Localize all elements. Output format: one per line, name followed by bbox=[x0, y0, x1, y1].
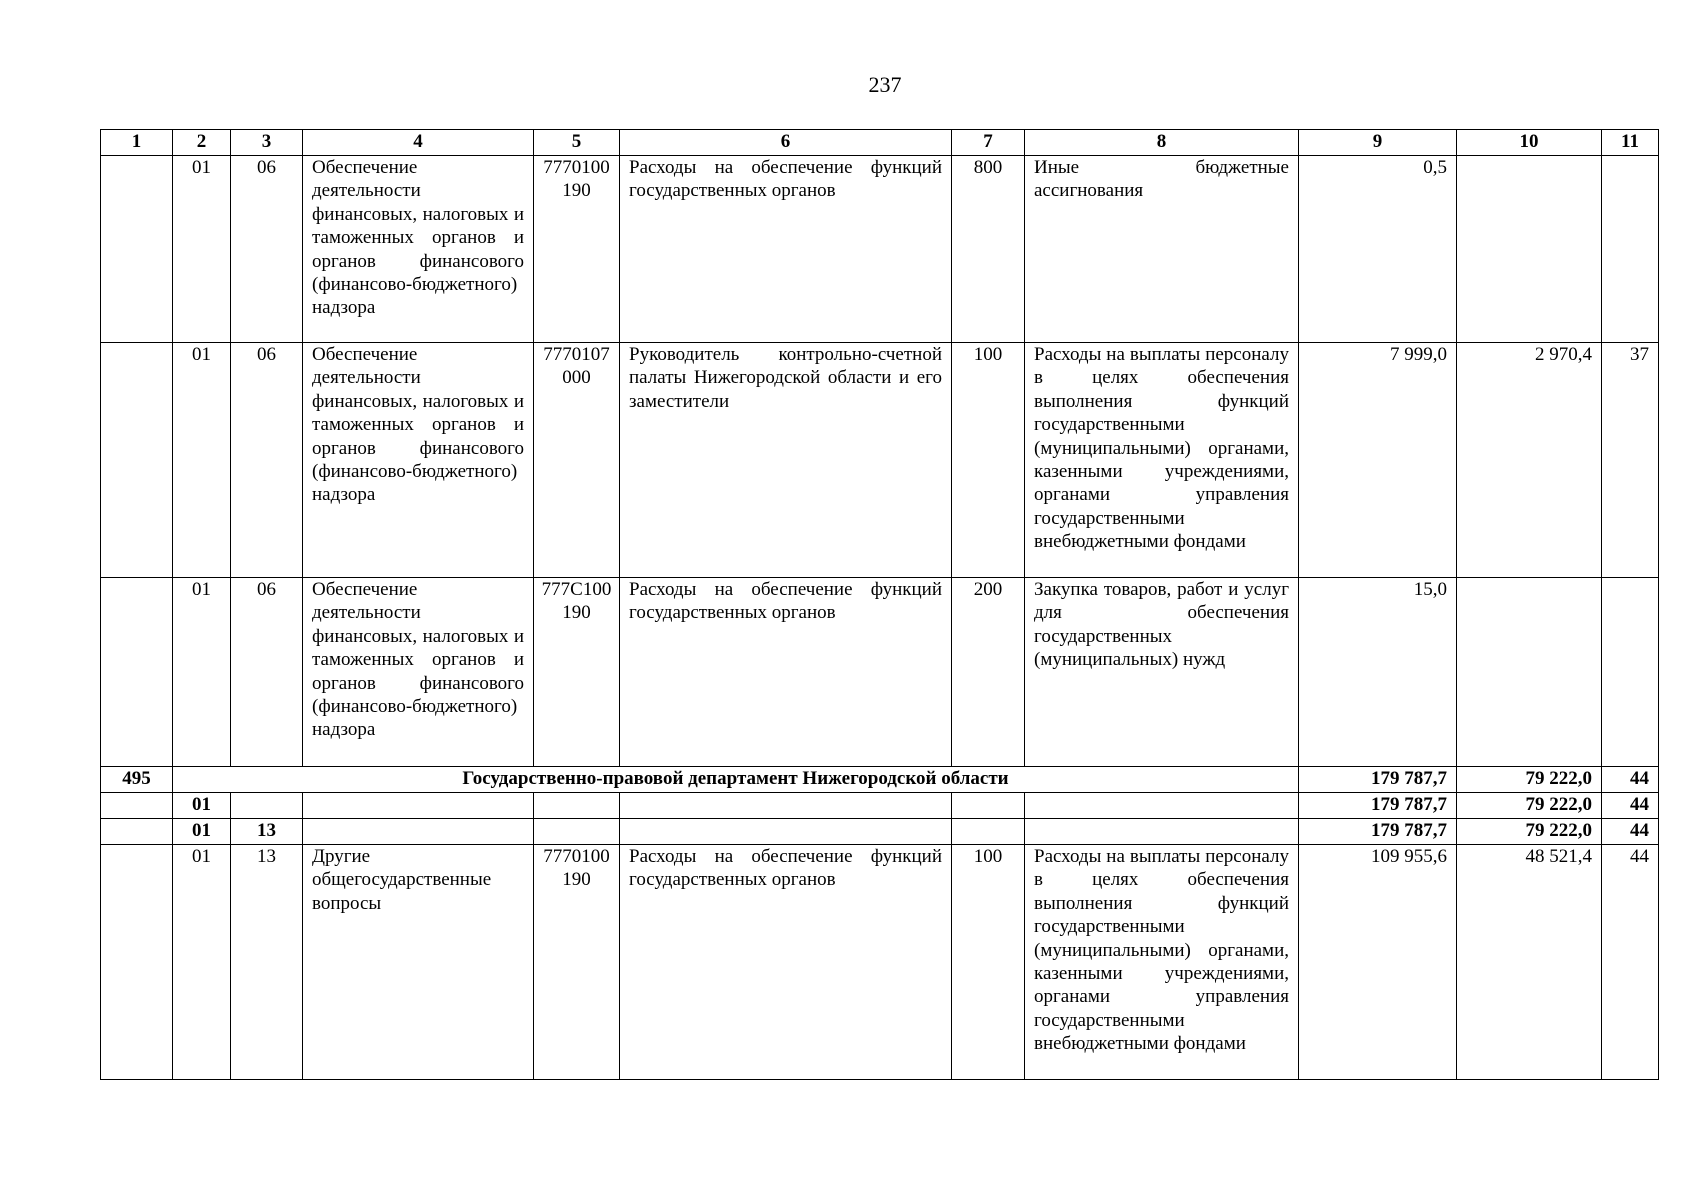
cell-target-code: 7770100190 bbox=[534, 156, 620, 343]
cell-subsection-name: Обеспечение деятельности финансовых, налоговых и таможенных органов и органов финансового (финансово-бюджетного) надзора bbox=[303, 343, 534, 578]
cell-amount: 179 787,7 bbox=[1299, 819, 1457, 845]
table-row bbox=[101, 156, 1659, 343]
cell-target-name: Расходы на обеспечение функций государственных органов bbox=[620, 156, 952, 343]
cell-target-code: 777С100190 bbox=[534, 578, 620, 767]
cell-empty bbox=[534, 819, 620, 845]
cell-expense-type: 800 bbox=[952, 156, 1025, 343]
cell-col1 bbox=[101, 578, 173, 767]
cell-percent: 44 bbox=[1602, 845, 1659, 1080]
header-cell: 10 bbox=[1457, 130, 1602, 156]
header-cell: 6 bbox=[620, 130, 952, 156]
cell-empty bbox=[303, 819, 534, 845]
cell-empty bbox=[534, 793, 620, 819]
cell-amount: 179 787,7 bbox=[1299, 793, 1457, 819]
header-cell: 8 bbox=[1025, 130, 1299, 156]
header-cell: 4 bbox=[303, 130, 534, 156]
header-cell: 5 bbox=[534, 130, 620, 156]
cell-expense-type: 100 bbox=[952, 343, 1025, 578]
cell-percent: 37 bbox=[1602, 343, 1659, 578]
cell-target-name: Расходы на обеспечение функций государственных органов bbox=[620, 845, 952, 1080]
cell-empty bbox=[620, 819, 952, 845]
cell-expense-name: Иные бюджетные ассигнования bbox=[1025, 156, 1299, 343]
cell-subsection: 13 bbox=[231, 819, 303, 845]
cell-amount-executed bbox=[1457, 578, 1602, 767]
cell-target-code: 7770107000 bbox=[534, 343, 620, 578]
cell-percent bbox=[1602, 156, 1659, 343]
cell-col1 bbox=[101, 156, 173, 343]
cell-subsection: 06 bbox=[231, 343, 303, 578]
cell-percent: 44 bbox=[1602, 793, 1659, 819]
cell-subsection: 13 bbox=[231, 845, 303, 1080]
cell-subsection: 06 bbox=[231, 578, 303, 767]
cell-expense-type: 100 bbox=[952, 845, 1025, 1080]
table-row bbox=[101, 578, 1659, 767]
header-cell: 2 bbox=[173, 130, 231, 156]
cell-percent: 44 bbox=[1602, 767, 1659, 793]
cell-amount-executed: 79 222,0 bbox=[1457, 793, 1602, 819]
cell-amount: 109 955,6 bbox=[1299, 845, 1457, 1080]
cell-section: 01 bbox=[173, 578, 231, 767]
cell-expense-name: Расходы на выплаты персоналу в целях обеспечения выполнения функций государственными (муниципальными) органами, казенными учреждениями, органами управления государственными внебюджетными фондами bbox=[1025, 343, 1299, 578]
cell-subsection-name: Обеспечение деятельности финансовых, налоговых и таможенных органов и органов финансового (финансово-бюджетного) надзора bbox=[303, 156, 534, 343]
cell-amount: 0,5 bbox=[1299, 156, 1457, 343]
cell-target-name: Расходы на обеспечение функций государственных органов bbox=[620, 578, 952, 767]
cell-amount: 15,0 bbox=[1299, 578, 1457, 767]
cell-section: 01 bbox=[173, 845, 231, 1080]
cell-empty bbox=[952, 819, 1025, 845]
cell-section: 01 bbox=[173, 793, 231, 819]
cell-col1 bbox=[101, 845, 173, 1080]
cell-department-name: Государственно-правовой департамент Нижегородской области bbox=[173, 767, 1299, 793]
cell-amount-executed: 79 222,0 bbox=[1457, 767, 1602, 793]
cell-amount: 179 787,7 bbox=[1299, 767, 1457, 793]
cell-section: 01 bbox=[173, 819, 231, 845]
cell-subsection-name: Обеспечение деятельности финансовых, налоговых и таможенных органов и органов финансового (финансово-бюджетного) надзора bbox=[303, 578, 534, 767]
page-number: 237 bbox=[868, 72, 902, 97]
header-cell: 3 bbox=[231, 130, 303, 156]
cell-amount-executed: 48 521,4 bbox=[1457, 845, 1602, 1080]
cell-empty bbox=[620, 793, 952, 819]
cell-empty bbox=[1025, 793, 1299, 819]
cell-subsection-name: Другие общегосударственные вопросы bbox=[303, 845, 534, 1080]
cell-percent: 44 bbox=[1602, 819, 1659, 845]
cell-col1 bbox=[101, 343, 173, 578]
cell-amount: 7 999,0 bbox=[1299, 343, 1457, 578]
subsection-total-row bbox=[101, 819, 1659, 845]
header-cell: 7 bbox=[952, 130, 1025, 156]
cell-col1 bbox=[101, 793, 173, 819]
cell-amount-executed: 79 222,0 bbox=[1457, 819, 1602, 845]
header-row bbox=[101, 130, 1659, 156]
cell-subsection: 06 bbox=[231, 156, 303, 343]
cell-section: 01 bbox=[173, 343, 231, 578]
cell-amount-executed: 2 970,4 bbox=[1457, 343, 1602, 578]
budget-table bbox=[100, 129, 1659, 1080]
cell-subsection bbox=[231, 793, 303, 819]
table-row bbox=[101, 845, 1659, 1080]
cell-section: 01 bbox=[173, 156, 231, 343]
cell-col1 bbox=[101, 819, 173, 845]
cell-department-code: 495 bbox=[101, 767, 173, 793]
cell-expense-type: 200 bbox=[952, 578, 1025, 767]
table-row bbox=[101, 343, 1659, 578]
cell-empty bbox=[303, 793, 534, 819]
department-row bbox=[101, 767, 1659, 793]
cell-percent bbox=[1602, 578, 1659, 767]
section-total-row bbox=[101, 793, 1659, 819]
cell-expense-name: Расходы на выплаты персоналу в целях обеспечения выполнения функций государственными (муниципальными) органами, казенными учреждениями, органами управления государственными внебюджетными фондами bbox=[1025, 845, 1299, 1080]
header-cell: 9 bbox=[1299, 130, 1457, 156]
cell-amount-executed bbox=[1457, 156, 1602, 343]
cell-empty bbox=[952, 793, 1025, 819]
header-cell: 1 bbox=[101, 130, 173, 156]
cell-target-name: Руководитель контрольно-счетной палаты Нижегородской области и его заместители bbox=[620, 343, 952, 578]
cell-expense-name: Закупка товаров, работ и услуг для обеспечения государственных (муниципальных) нужд bbox=[1025, 578, 1299, 767]
header-cell: 11 bbox=[1602, 130, 1659, 156]
cell-empty bbox=[1025, 819, 1299, 845]
cell-target-code: 7770100190 bbox=[534, 845, 620, 1080]
